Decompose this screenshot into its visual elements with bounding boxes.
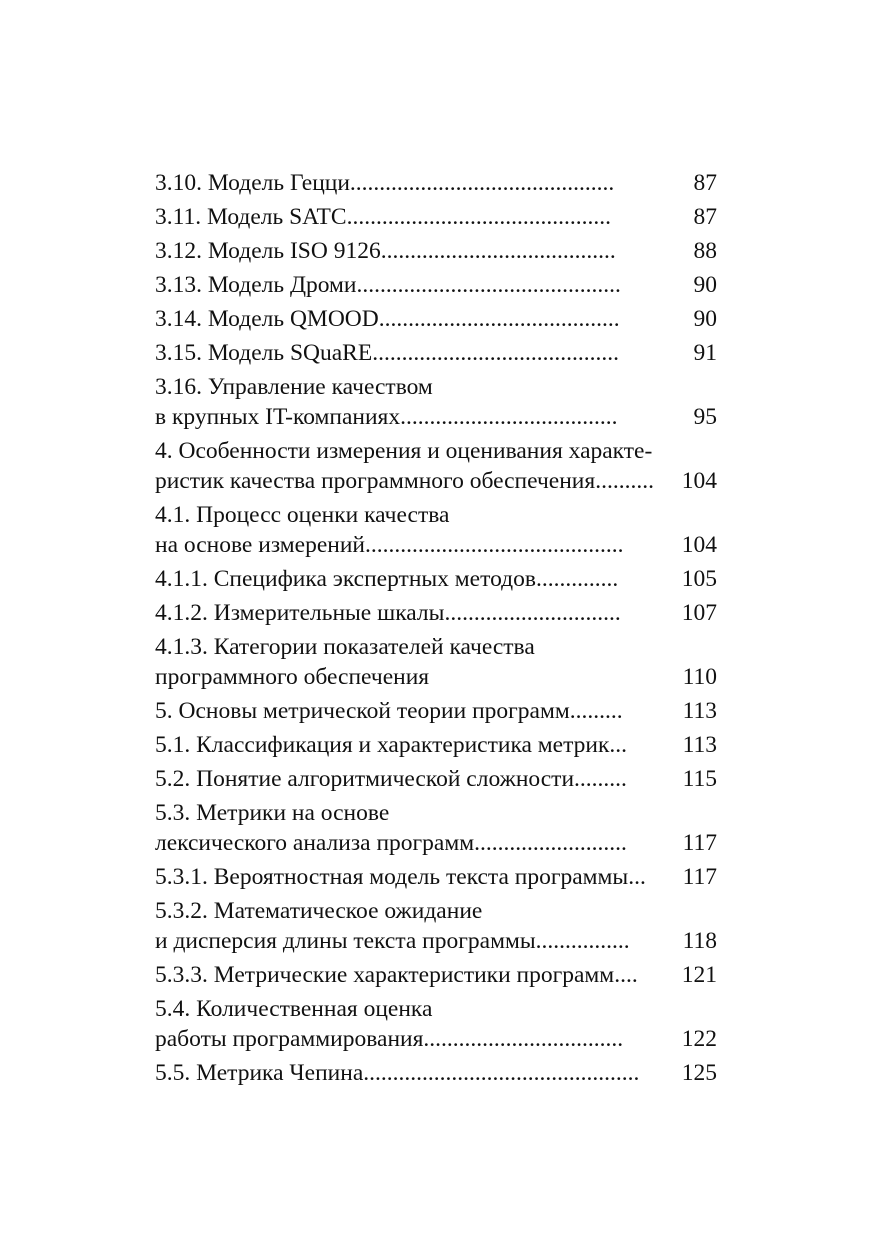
toc-page-number: 91 <box>693 340 717 366</box>
toc-entry-title-line <box>155 202 658 232</box>
toc-entry-title-line <box>155 662 658 692</box>
toc-entry-title-line <box>155 764 658 794</box>
toc-entry <box>155 436 717 496</box>
toc-entry <box>155 372 717 432</box>
toc-entry <box>155 304 717 334</box>
toc-entry <box>155 764 717 794</box>
toc-entry-title-line <box>155 730 658 760</box>
toc-entry-title: 5. Основы метрической теории программ <box>155 698 570 724</box>
toc-dot-leader: ......... <box>569 698 623 724</box>
toc-entry-title: 5.3. Метрики на основе <box>155 800 390 826</box>
toc-entry-title: 3.13. Модель Дроми <box>155 272 357 298</box>
toc-entry-title-line <box>155 338 658 368</box>
toc-entry-title: на основе измерений <box>155 532 365 558</box>
toc-page-number: 105 <box>681 566 717 592</box>
toc-dot-leader: ............................................. <box>346 204 611 230</box>
toc-entry-title-line <box>155 402 658 432</box>
toc-page-number: 107 <box>681 600 717 626</box>
toc-entry-title-line <box>155 598 658 628</box>
toc-entry-title: 4. Особенности измерения и оценивания характе- <box>155 438 653 464</box>
toc-entry <box>155 168 717 198</box>
toc-page-number: 90 <box>693 272 717 298</box>
toc-entry-title: 5.1. Классификация и характеристика метрик <box>155 732 610 758</box>
toc-entry-title: 3.14. Модель QMOOD <box>155 306 379 332</box>
toc-page-number: 117 <box>682 830 717 856</box>
toc-dot-leader: ............................................ <box>364 532 624 558</box>
toc-entry <box>155 236 717 266</box>
toc-page-number: 115 <box>682 766 717 792</box>
toc-entry-title-line <box>155 466 658 496</box>
table-of-contents <box>155 168 717 1092</box>
toc-entry-title: 5.3.1. Вероятностная модель текста программы <box>155 864 629 890</box>
toc-entry <box>155 202 717 232</box>
toc-entry <box>155 270 717 300</box>
toc-dot-leader: ................ <box>535 928 630 954</box>
toc-entry-title-line <box>155 270 658 300</box>
toc-entry-title: 5.4. Количественная оценка <box>155 996 433 1022</box>
toc-dot-leader: .......................... <box>474 830 627 856</box>
toc-entry-title-line <box>155 530 658 560</box>
toc-entry <box>155 960 717 990</box>
toc-entry-title: 3.16. Управление качеством <box>155 374 433 400</box>
toc-entry-title-line <box>155 436 717 466</box>
toc-entry-title-line <box>155 1058 658 1088</box>
toc-entry <box>155 896 717 956</box>
toc-entry-title: лексического анализа программ <box>155 830 475 856</box>
toc-page-number: 87 <box>693 170 717 196</box>
toc-dot-leader: ......... <box>574 766 627 792</box>
toc-entry-title: 4.1.3. Категории показателей качества <box>155 634 535 660</box>
toc-entry-title: программного обеспечения <box>155 664 430 690</box>
toc-entry-title: 5.3.2. Математическое ожидание <box>155 898 483 924</box>
toc-entry-title: 4.1.1. Специфика экспертных методов <box>155 566 536 592</box>
toc-entry <box>155 1058 717 1088</box>
toc-entry-title-line <box>155 960 658 990</box>
toc-dot-leader: .... <box>614 962 638 988</box>
toc-dot-leader: ............................................. <box>356 272 621 298</box>
toc-page-number: 117 <box>682 864 717 890</box>
toc-entry <box>155 730 717 760</box>
toc-dot-leader: .............................. <box>444 600 621 626</box>
toc-entry <box>155 994 717 1054</box>
toc-entry-title-line <box>155 564 658 594</box>
toc-entry-title: 5.2. Понятие алгоритмической сложности <box>155 766 575 792</box>
toc-entry-title-line <box>155 994 717 1024</box>
toc-entry <box>155 598 717 628</box>
toc-entry-title: 5.3.3. Метрические характеристики программ <box>155 962 615 988</box>
toc-entry-title: 3.11. Модель SATC <box>155 204 347 230</box>
toc-page-number: 122 <box>681 1026 717 1052</box>
toc-entry-title-line <box>155 926 658 956</box>
toc-entry-title-line <box>155 500 717 530</box>
toc-entry <box>155 696 717 726</box>
toc-page-number: 87 <box>693 204 717 230</box>
toc-entry-title-line <box>155 168 658 198</box>
toc-entry-title-line <box>155 236 658 266</box>
toc-page-number: 113 <box>682 698 717 724</box>
toc-entry-title: в крупных IT-компаниях <box>155 404 401 430</box>
toc-page-number: 118 <box>682 928 717 954</box>
toc-page-number: 113 <box>682 732 717 758</box>
toc-entry <box>155 564 717 594</box>
toc-entry-title: 4.1.2. Измерительные шкалы <box>155 600 445 626</box>
toc-entry-title-line <box>155 372 717 402</box>
toc-entry <box>155 338 717 368</box>
toc-entry-title-line <box>155 1024 658 1054</box>
toc-dot-leader: ............................................... <box>363 1060 640 1086</box>
toc-dot-leader: ............................................. <box>349 170 615 196</box>
toc-page-number: 88 <box>693 238 717 264</box>
toc-entry-title: и дисперсия длины текста программы <box>155 928 536 954</box>
toc-page-number: 110 <box>682 664 717 690</box>
toc-entry-title: 3.12. Модель ISO 9126 <box>155 238 381 264</box>
toc-page-number: 95 <box>693 404 717 430</box>
toc-dot-leader: ......................................... <box>378 306 620 332</box>
toc-entry <box>155 862 717 892</box>
toc-entry-title: 5.5. Метрика Чепина <box>155 1060 364 1086</box>
toc-entry-title: 4.1. Процесс оценки качества <box>155 502 450 528</box>
toc-page-number: 104 <box>681 468 717 494</box>
toc-entry-title-line <box>155 896 717 926</box>
toc-entry-title: 3.15. Модель SQuaRE <box>155 340 373 366</box>
toc-dot-leader: .............. <box>535 566 619 592</box>
toc-entry <box>155 632 717 692</box>
toc-entry-title-line <box>155 304 658 334</box>
toc-entry-title: 3.10. Модель Гецци <box>155 170 350 196</box>
toc-entry-title: работы программирования <box>155 1026 424 1052</box>
toc-dot-leader: .......... <box>595 468 654 494</box>
toc-dot-leader: ........................................ <box>380 238 616 264</box>
toc-entry-title-line <box>155 696 658 726</box>
toc-entry-title-line <box>155 632 717 662</box>
toc-page-number: 125 <box>681 1060 717 1086</box>
toc-entry <box>155 500 717 560</box>
toc-entry-title-line <box>155 798 717 828</box>
toc-dot-leader: .................................. <box>423 1026 624 1052</box>
toc-page-number: 90 <box>693 306 717 332</box>
toc-entry-title: ристик качества программного обеспечения <box>155 468 596 494</box>
toc-entry-title-line <box>155 828 658 858</box>
toc-entry <box>155 798 717 858</box>
toc-entry-title-line <box>155 862 658 892</box>
toc-page-number: 104 <box>681 532 717 558</box>
toc-dot-leader: ... <box>609 732 628 758</box>
toc-dot-leader: ... <box>628 864 646 890</box>
toc-dot-leader: ..................................... <box>400 404 618 430</box>
toc-page-number: 121 <box>681 962 717 988</box>
toc-dot-leader: .......................................... <box>372 340 619 366</box>
